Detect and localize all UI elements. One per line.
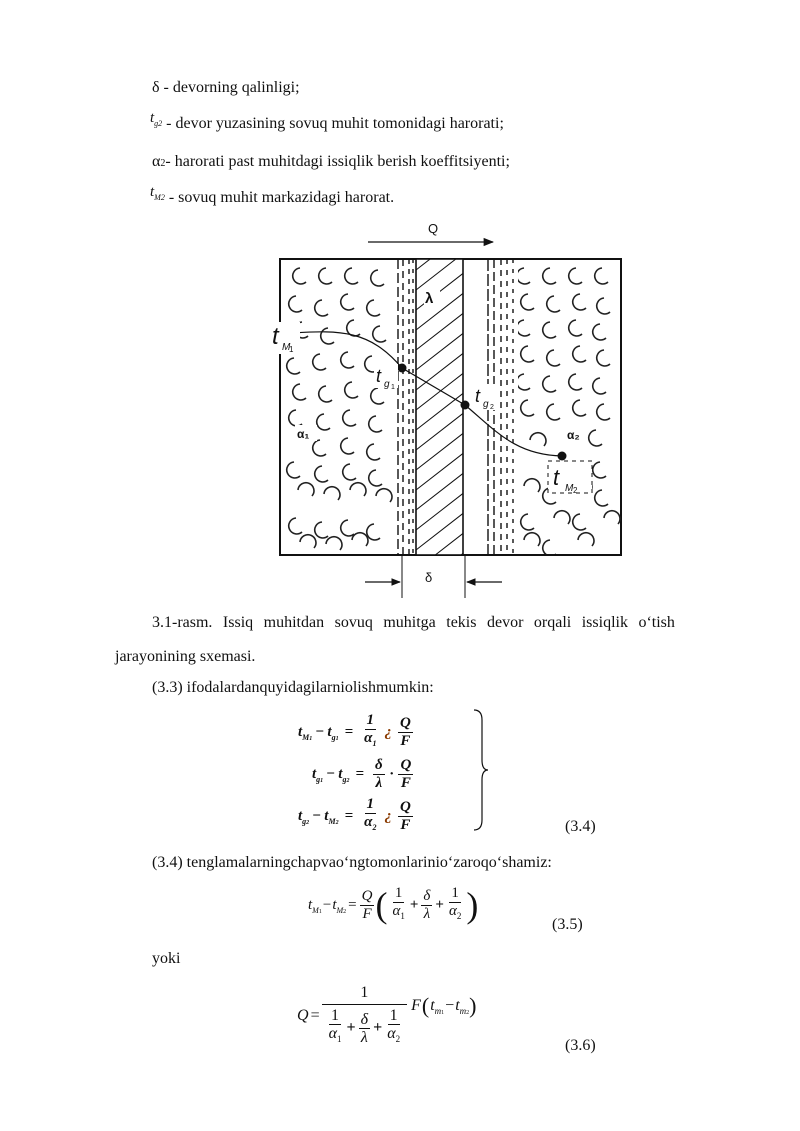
alpha2-subscript: 2	[160, 158, 166, 169]
q-label: Q	[428, 221, 439, 236]
tg2-label-sub: g	[483, 399, 489, 410]
tg1-label: t	[376, 366, 382, 386]
eq35-number: (3.5)	[552, 916, 583, 933]
yoki-text: yoki	[152, 950, 181, 967]
tg2-label-subsub: 2	[490, 404, 494, 411]
tg1-point	[398, 364, 407, 373]
tg1-label-subsub: 1	[391, 384, 395, 391]
eq34-right-brace	[470, 708, 490, 833]
caption-text-1: 3.1-rasm. Issiq muhitdan sovuq muhitga tekis devor orqali issiqlik o‘tish	[152, 614, 675, 631]
def-delta-text: - devorning qalinligi;	[163, 79, 300, 96]
tg2-subscript: g2	[154, 119, 163, 128]
alpha2-symbol: α	[152, 153, 161, 170]
tg2-point	[461, 401, 470, 410]
tm2-symbol: t	[150, 184, 155, 200]
eq34-row1: t M 1 − t g 1 = $\frac{1}{\alpha_1}$ ¿ $\frac{Q}{F}$	[298, 712, 411, 749]
delta-label: δ	[425, 570, 433, 585]
tm2-label-sub: M	[565, 483, 574, 494]
tm1-label-subsub: 1	[289, 345, 294, 354]
delta-symbol: δ	[152, 79, 160, 96]
wall	[416, 228, 470, 600]
alpha1-label: α₁	[297, 427, 310, 441]
tm2-label-subsub: 2	[573, 486, 578, 495]
eq36-number: (3.6)	[565, 1037, 596, 1054]
tm2-subscript: M2	[154, 193, 165, 202]
alpha2-label: α₂	[567, 428, 580, 442]
tg2-label: t	[475, 386, 481, 406]
def-tg2-text: - devor yuzasining sovuq muhit tomonidagi harorati;	[166, 115, 504, 132]
equation-3-6: Q = 1 $\frac{1}{\alpha_1}$ + $\frac{\delta}{\lambda}$ + $\frac{1}{\alpha_2}$ F ( t m 1 − t m 2 )	[297, 984, 477, 1046]
equation-3-5: t M 1 − t M 2 = $\frac{Q}{F}$ ( $\frac{1}{\alpha_1}$ + $\frac{\delta}{\lambda}$ + $\frac{1}{\alpha_2}$ )	[308, 885, 479, 925]
tm1-label-sub: M	[282, 342, 291, 353]
cold-medium-particles	[517, 268, 620, 556]
tm1-label: t	[272, 323, 279, 350]
paragraph-3-3: (3.3) ifodalardanquyidagilarniolishmumkin:	[152, 679, 434, 696]
tm2-point	[558, 452, 567, 461]
lambda-label: λ	[425, 290, 434, 307]
figure-caption-line2: jarayonining sxemasi.	[115, 648, 256, 665]
tg2-symbol: t	[150, 110, 155, 126]
eq34-row3: t g 2 − t M 2 = $\frac{1}{\alpha_2}$ ¿ $\frac{Q}{F}$	[298, 796, 411, 833]
eq34-number: (3.4)	[565, 818, 596, 835]
tg1-label-sub: g	[384, 379, 390, 390]
figure-caption-line1	[152, 613, 742, 633]
hot-medium-particles	[287, 268, 392, 550]
tm2-label: t	[553, 465, 560, 490]
eq34-row2: t g 1 − t g 2 = $\frac{\delta}{\lambda}$ · $\frac{Q}{F}$	[312, 756, 412, 791]
def-alpha2-text: - harorati past muhitdagi issiqlik berish koeffitsiyenti;	[165, 153, 510, 170]
def-tm2-text: - sovuq muhit markazidagi harorat.	[168, 189, 395, 206]
paragraph-3-4: (3.4) tenglamalarningchapvao‘ngtomonlarinio‘zaroqo‘shamiz:	[152, 854, 552, 871]
hot-boundary-layer	[398, 259, 413, 555]
